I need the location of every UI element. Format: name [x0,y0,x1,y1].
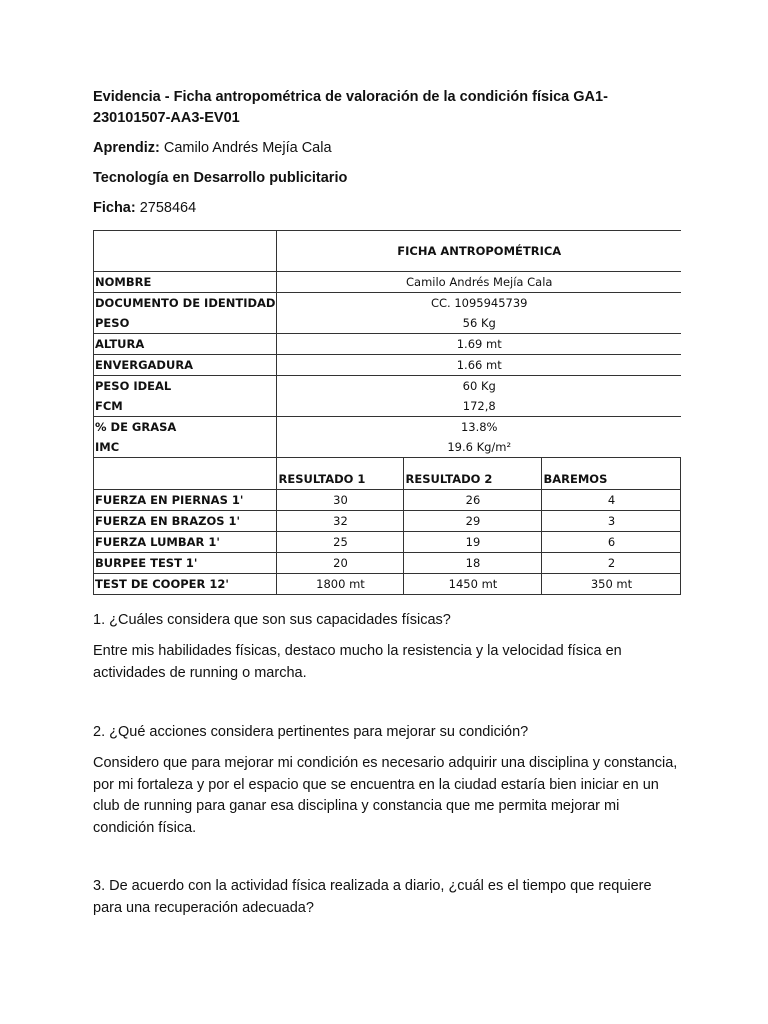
resultado-2-cell: 18 [404,553,542,574]
answer-2: Considero que para mejorar mi condición es necesario adquirir una disciplina y constancia, por mi fortaleza y por el espacio que se encuentra en la ciudad estaría bien iniciar en un club de running para ganar esa disciplina y constancia que me permita mejorar mi condición física. [93,755,678,836]
resultado-1-cell: 30 [277,490,404,511]
answer-1: Entre mis habilidades físicas, destaco mucho la resistencia y la velocidad física en actividades de running o marcha. [93,643,622,681]
resultado-2-cell: 19 [404,532,542,553]
test-label: TEST DE COOPER 12' [94,574,277,595]
baremos-cell: 3 [542,511,681,532]
row-value: 56 Kg [277,313,681,334]
table-row [94,313,681,334]
row-value: 13.8% [277,417,681,438]
resultado-2-cell: 1450 mt [404,574,542,595]
ficha-line [93,198,196,218]
aprendiz-line [93,138,332,158]
column-header-baremos: BAREMOS [542,458,681,490]
resultado-1-cell: 1800 mt [277,574,404,595]
row-label: ENVERGADURA [94,355,277,376]
row-label: IMC [94,437,277,458]
question-3: 3. De acuerdo con la actividad física realizada a diario, ¿cuál es el tiempo que requiere para una recuperación adecuada? [93,878,652,916]
baremos-cell: 350 mt [542,574,681,595]
row-label: PESO [94,313,277,334]
table-row [94,396,681,417]
resultado-1-cell: 20 [277,553,404,574]
row-value: 60 Kg [277,376,681,397]
test-label: FUERZA EN PIERNAS 1' [94,490,277,511]
row-value: 19.6 Kg/m² [277,437,681,458]
row-label: % DE GRASA [94,417,277,438]
resultado-2-cell: 26 [404,490,542,511]
document-title: Evidencia - Ficha antropométrica de valoración de la condición física GA1-230101507-AA3-EV01 [93,89,608,126]
table-row [94,553,681,574]
table-row [94,376,681,397]
aprendiz-value: Camilo Andrés Mejía Cala [163,140,332,156]
table-row [94,417,681,438]
question-2: 2. ¿Qué acciones considera pertinentes para mejorar su condición? [93,724,529,740]
column-header-resultado-1: RESULTADO 1 [277,458,404,490]
table-corner-cell [94,231,277,272]
row-label: DOCUMENTO DE IDENTIDAD [94,293,277,314]
test-label: FUERZA EN BRAZOS 1' [94,511,277,532]
aprendiz-label: Aprendiz: [93,140,160,156]
column-header-resultado-2: RESULTADO 2 [404,458,542,490]
table-title-row [94,231,681,272]
baremos-cell: 2 [542,553,681,574]
question-1: 1. ¿Cuáles considera que son sus capacidades físicas? [93,612,451,628]
table-row [94,532,681,553]
row-value: 1.69 mt [277,334,681,355]
resultado-2-cell: 29 [404,511,542,532]
table-row [94,574,681,595]
row-label: PESO IDEAL [94,376,277,397]
programa-line: Tecnología en Desarrollo publicitario [93,170,348,186]
row-label: ALTURA [94,334,277,355]
baremos-cell: 4 [542,490,681,511]
table-row [94,511,681,532]
row-value: CC. 1095945739 [277,293,681,314]
results-header-row [94,458,681,490]
table-row [94,437,681,458]
test-label: FUERZA LUMBAR 1' [94,532,277,553]
baremos-cell: 6 [542,532,681,553]
table-row [94,334,681,355]
resultado-1-cell: 32 [277,511,404,532]
row-value: 1.66 mt [277,355,681,376]
resultado-1-cell: 25 [277,532,404,553]
table-title: FICHA ANTROPOMÉTRICA [277,231,681,272]
anthropometric-table [93,230,681,595]
row-label: FCM [94,396,277,417]
ficha-label: Ficha: [93,200,136,216]
ficha-value: 2758464 [139,200,197,216]
row-label: NOMBRE [94,272,277,293]
row-value: 172,8 [277,396,681,417]
table-row [94,490,681,511]
row-value: Camilo Andrés Mejía Cala [277,272,681,293]
table-row [94,355,681,376]
test-label: BURPEE TEST 1' [94,553,277,574]
table-row [94,272,681,293]
table-row [94,293,681,314]
results-corner-cell [94,458,277,490]
